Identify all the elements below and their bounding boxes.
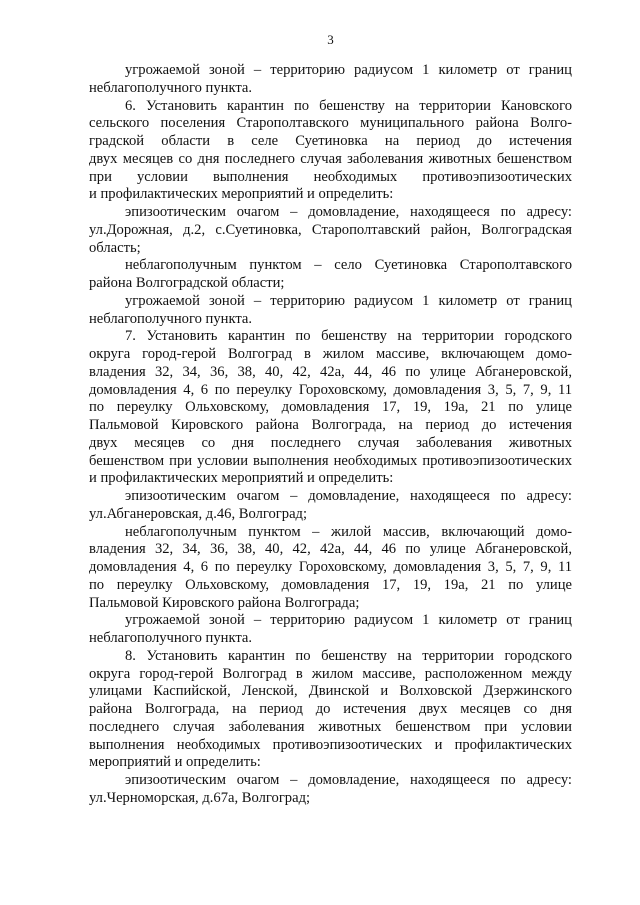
text-line: владения 32, 34, 36, 38, 40, 42, 42а, 44, 46 по улице Абганеровской,	[89, 541, 572, 558]
text-line: эпизоотическим очагом – домовладение, находящееся по адресу:	[125, 204, 572, 220]
text-line: область;	[89, 239, 141, 256]
text-line: по переулку Ольховскому, домовладения 17, 19, 19а, 21 по улице	[89, 399, 572, 416]
text-line: 7. Установить карантин по бешенству на территории городского	[125, 328, 572, 345]
text-line: 6. Установить карантин по бешенству на территории Кановского	[125, 97, 572, 114]
text-line: домовладения 4, 6 по переулку Гороховскому, домовладения 3, 5, 7, 9, 11	[89, 559, 572, 575]
text-line: неблагополучного пункта.	[89, 79, 253, 96]
text-line: эпизоотическим очагом – домовладение, находящееся по адресу:	[125, 488, 572, 504]
text-line: неблагополучным пунктом – жилой массив, включающий домо-	[125, 523, 572, 540]
text-line: и профилактических мероприятий и определить:	[89, 470, 394, 487]
text-line: градской области в селе Суетиновка на период до истечения	[89, 133, 572, 149]
paragraph	[89, 293, 572, 329]
paragraph	[89, 328, 572, 488]
paragraph	[89, 257, 572, 293]
text-line: и профилактических мероприятий и определить:	[89, 186, 394, 203]
text-line: угрожаемой зоной – территорию радиусом 1 километр от границ	[125, 292, 572, 309]
text-line: последнего случая заболевания животных бешенством при условии	[89, 718, 572, 735]
text-line: района Волгоградской области;	[89, 275, 285, 291]
text-line: по переулку Ольховскому, домовладения 17, 19, 19а, 21 по улице	[89, 576, 572, 593]
text-line: при условии выполнения необходимых противоэпизоотических	[89, 168, 572, 185]
text-line: 8. Установить карантин по бешенству на территории городского	[125, 647, 572, 664]
text-line: района Волгограда, на период до истечения двух месяцев со дня	[89, 701, 572, 717]
text-line: неблагополучным пунктом – село Суетиновка Старополтавского	[125, 257, 572, 274]
text-line: ул.Черноморская, д.67а, Волгоград;	[89, 789, 311, 806]
text-line: Пальмовой Кировского района Волгограда;	[89, 594, 360, 611]
text-line: выполнения необходимых противоэпизоотических и профилактических	[89, 736, 572, 753]
text-line: бешенством при условии выполнения необходимых противоэпизоотических	[89, 452, 572, 469]
paragraph	[89, 62, 572, 98]
paragraph	[89, 524, 572, 613]
paragraph	[89, 612, 572, 648]
text-line: двух месяцев со дня последнего случая заболевания животных бешенством	[89, 150, 572, 167]
paragraph	[89, 98, 572, 205]
document-body	[89, 62, 572, 808]
text-line: двух месяцев со дня последнего случая заболевания животных	[89, 434, 572, 451]
paragraph	[89, 648, 572, 772]
text-line: мероприятий и определить:	[89, 754, 261, 771]
text-line: ул.Дорожная, д.2, с.Суетиновка, Старополтавский район, Волгоградская	[89, 221, 572, 238]
paragraph	[89, 204, 572, 257]
text-line: владения 32, 34, 36, 38, 40, 42, 42а, 44, 46 по улице Абганеровской,	[89, 363, 572, 380]
text-line: сельского поселения Старополтавского муниципального района Волго-	[89, 115, 572, 132]
text-line: округа город-герой Волгоград в жилом массиве, включающем домо-	[89, 346, 572, 362]
text-line: улицами Каспийской, Ленской, Двинской и Волховской Дзержинского	[89, 683, 572, 700]
text-line: угрожаемой зоной – территорию радиусом 1 километр от границ	[125, 62, 572, 78]
text-line: эпизоотическим очагом – домовладение, находящееся по адресу:	[125, 772, 572, 788]
text-line: неблагополучного пункта.	[89, 630, 253, 646]
text-line: угрожаемой зоной – территорию радиусом 1 километр от границ	[125, 612, 572, 629]
text-line: Пальмовой Кировского района Волгограда, на период до истечения	[89, 417, 572, 433]
page-number: 3	[327, 32, 334, 47]
paragraph	[89, 772, 572, 808]
text-line: округа город-герой Волгоград в жилом массиве, расположенном между	[89, 665, 572, 682]
paragraph	[89, 488, 572, 524]
text-line: неблагополучного пункта.	[89, 310, 253, 327]
text-line: домовладения 4, 6 по переулку Гороховскому, домовладения 3, 5, 7, 9, 11	[89, 381, 572, 398]
text-line: ул.Абганеровская, д.46, Волгоград;	[89, 505, 308, 522]
